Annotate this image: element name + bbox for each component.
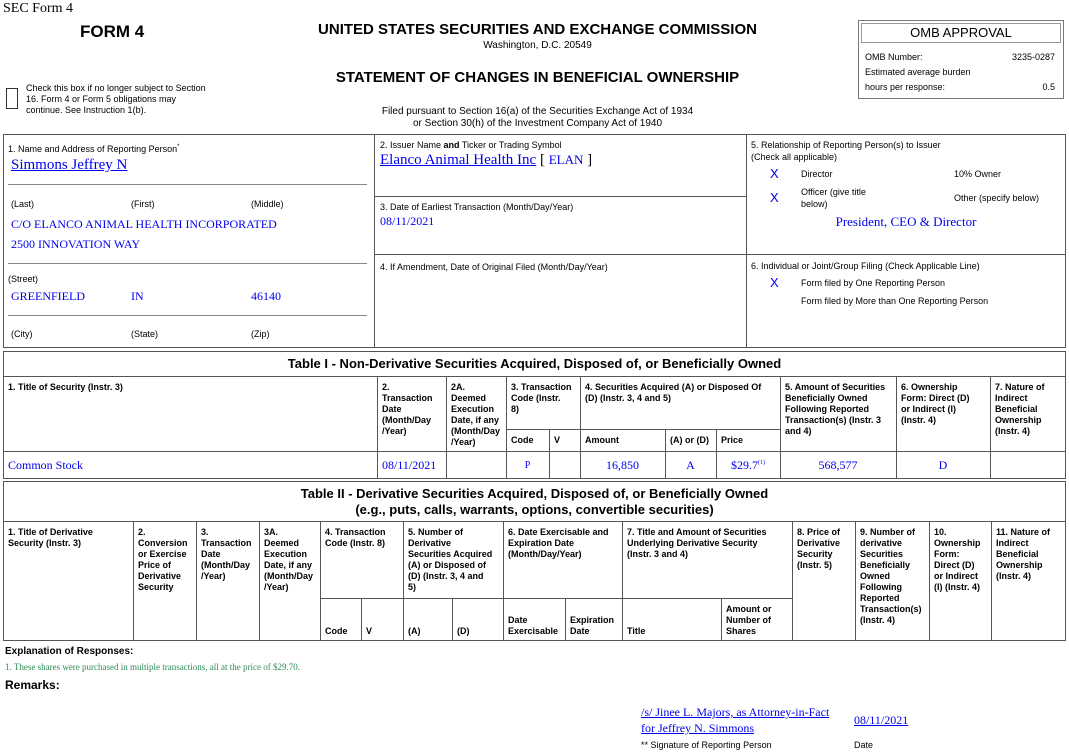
grid-divider (855, 521, 856, 641)
grid-divider (374, 134, 375, 348)
t1-col3-header: 3. Transaction Code (Instr. 8) (511, 382, 572, 414)
t1-row-code: P (524, 460, 531, 471)
last-label: (Last) (11, 199, 35, 209)
sec-form-label: SEC Form 4 (3, 1, 74, 16)
box4-label: 4. If Amendment, Date of Original Filed (Month/Day/Year) (380, 262, 608, 272)
grid-divider (991, 521, 992, 641)
omb-number-label: OMB Number: (865, 52, 923, 62)
omb-approval-box (858, 20, 1064, 99)
t2-col7-header: 7. Title and Amount of Securities Underlying Derivative Security (Instr. 3 and 4) (627, 527, 767, 559)
other-label: Other (specify below) (954, 193, 1040, 203)
grid-divider (565, 598, 566, 641)
t1-col6-header: 6. Ownership Form: Direct (D) or Indirect (I) (Instr. 4) (901, 382, 970, 425)
omb-burden-label: Estimated average burden (865, 67, 971, 77)
grid-divider (446, 376, 447, 479)
box5-label: 5. Relationship of Reporting Person(s) to Issuer (751, 140, 941, 150)
t1-col1-header: 1. Title of Security (Instr. 3) (8, 382, 123, 392)
issuer-line (380, 152, 592, 169)
no-longer-subject-checkbox[interactable] (6, 88, 18, 109)
checkbox-text-1: Check this box if no longer subject to Section (26, 83, 206, 93)
grid-divider (990, 376, 991, 479)
t2-col11-header: 11. Nature of Indirect Beneficial Ownership (Instr. 4) (996, 527, 1051, 581)
grid-divider (721, 598, 722, 641)
grid-divider (549, 429, 550, 479)
grid-divider (746, 134, 747, 348)
table1-title: Table I - Non-Derivative Securities Acquired, Disposed of, or Beneficially Owned (287, 356, 782, 371)
omb-title: OMB APPROVAL (861, 23, 1061, 43)
more-persons-label: Form filed by More than One Reporting Person (801, 296, 989, 306)
t1-col5-header: 5. Amount of Securities Beneficially Owned Following Reported Transaction(s) (Instr. 3 and 4) (785, 382, 886, 436)
one-person-label: Form filed by One Reporting Person (801, 278, 946, 288)
t2-col6-header: 6. Date Exercisable and Expiration Date (Month/Day/Year) (508, 527, 609, 559)
box6-label: 6. Individual or Joint/Group Filing (Check Applicable Line) (751, 261, 980, 271)
t1-sub-v: V (554, 435, 561, 445)
t2-col3-header: 3. Transaction Date (Month/Day /Year) (201, 527, 252, 581)
officer-check-mark: X (770, 190, 779, 205)
date-label: Date (854, 740, 874, 750)
underline (8, 184, 367, 185)
middle-label: (Middle) (251, 199, 284, 209)
street-label: (Street) (8, 274, 39, 284)
omb-hours-label: hours per response: (865, 82, 946, 92)
grid-divider (374, 196, 746, 197)
director-label: Director (801, 169, 833, 179)
grid-divider (3, 521, 1066, 522)
grid-divider (3, 451, 1066, 452)
grid-divider (374, 254, 1066, 255)
earliest-transaction-date: 08/11/2021 (380, 214, 435, 228)
table2-title: Table II - Derivative Securities Acquired, Disposed of, or Beneficially Owned (300, 486, 769, 501)
box5-sublabel: (Check all applicable) (751, 152, 838, 162)
zip-label: (Zip) (251, 329, 270, 339)
t2-sub-amount: Amount or Number of Shares (726, 604, 772, 636)
filed-pursuant-line2: or Section 30(h) of the Investment Company Act of 1940 (412, 118, 663, 129)
filed-pursuant-line1: Filed pursuant to Section 16(a) of the Securities Exchange Act of 1934 (381, 106, 694, 117)
t2-sub-date-exercisable: Date Exercisable (508, 615, 559, 636)
t1-row-amount: 16,850 (606, 458, 639, 472)
signature-date[interactable]: 08/11/2021 (854, 713, 909, 727)
ticker-bracket-open: [ (539, 152, 545, 168)
ticker-symbol: ELAN (548, 152, 584, 167)
t2-col10-header: 10. Ownership Form: Direct (D) or Indirect (I) (Instr. 4) (934, 527, 981, 592)
one-person-check-mark: X (770, 275, 779, 290)
t2-col4-header: 4. Transaction Code (Instr. 8) (325, 527, 386, 548)
t1-row-title: Common Stock (8, 458, 84, 472)
officer-label-1: Officer (give title (801, 187, 866, 197)
t2-col1-header: 1. Title of Derivative Security (Instr. 3) (8, 527, 93, 548)
checkbox-text-2: 16. Form 4 or Form 5 obligations may (26, 94, 177, 104)
grid-divider (452, 598, 453, 641)
state-value: IN (131, 289, 144, 303)
grid-divider (403, 521, 404, 641)
ticker-bracket-close: ] (587, 152, 593, 168)
underline (8, 315, 367, 316)
officer-label-2: below) (801, 199, 828, 209)
t1-col2a-header: 2A. Deemed Execution Date, if any (Month/Day /Year) (451, 382, 500, 447)
t2-col8-header: 8. Price of Derivative Security (Instr. 5) (797, 527, 841, 570)
grid-divider (622, 521, 623, 641)
omb-number-value: 3235-0287 (1011, 52, 1055, 62)
grid-divider (377, 376, 378, 479)
signature-line-2[interactable]: for Jeffrey N. Simmons (641, 721, 755, 735)
agency-title: UNITED STATES SECURITIES AND EXCHANGE COMMISSION (318, 21, 757, 38)
t2-col5-header: 5. Number of Derivative Securities Acquired (A) or Disposed of (D) (Instr. 3, 4 and 5) (408, 527, 493, 592)
grid-divider (506, 429, 780, 430)
t1-row-date: 08/11/2021 (382, 458, 437, 472)
t1-col2-header: 2. Transaction Date (Month/Day /Year) (382, 382, 433, 436)
city-label: (City) (11, 329, 33, 339)
agency-location: Washington, D.C. 20549 (483, 40, 592, 51)
box3-label: 3. Date of Earliest Transaction (Month/Day/Year) (380, 202, 574, 212)
omb-hours-value: 0.5 (1042, 82, 1055, 92)
grid-divider (259, 521, 260, 641)
t2-col3a-header: 3A. Deemed Execution Date, if any (Month/Day /Year) (264, 527, 313, 592)
t1-col7-header: 7. Nature of Indirect Beneficial Ownership (Instr. 4) (995, 382, 1045, 436)
grid-divider (361, 598, 362, 641)
t1-sub-price: Price (721, 435, 744, 445)
t2-sub-title: Title (627, 626, 646, 636)
grid-divider (320, 521, 321, 641)
grid-divider (196, 521, 197, 641)
reporting-person-name-link[interactable]: Simmons Jeffrey N (11, 157, 128, 173)
grid-divider (929, 521, 930, 641)
t1-row-form: D (938, 458, 948, 472)
t1-sub-code: Code (511, 435, 534, 445)
box2-label: 2. Issuer Name and Ticker or Trading Symbol (380, 140, 562, 150)
address-line1: C/O ELANCO ANIMAL HEALTH INCORPORATED (11, 217, 277, 231)
t1-sub-aord: (A) or (D) (670, 435, 709, 445)
t2-col9-header: 9. Number of derivative Securities Beneficially Owned Following Reported Transaction(s) (Instr. 4) (860, 527, 922, 625)
ten-percent-owner-label: 10% Owner (954, 169, 1002, 179)
t1-row-aord: A (686, 458, 695, 472)
first-label: (First) (131, 199, 155, 209)
t2-sub-d: (D) (457, 626, 470, 636)
t1-sub-amount: Amount (585, 435, 619, 445)
signature-label: ** Signature of Reporting Person (641, 740, 772, 750)
address-line2: 2500 INNOVATION WAY (11, 237, 141, 251)
statement-title: STATEMENT OF CHANGES IN BENEFICIAL OWNERSHIP (335, 69, 740, 86)
issuer-name-link[interactable]: Elanco Animal Health Inc (380, 152, 537, 168)
grid-divider (3, 376, 1066, 377)
t2-sub-expiration: Expiration Date (570, 615, 615, 636)
t1-row-price: $29.7$^{(1)}$ (731, 458, 765, 472)
t2-sub-code: Code (325, 626, 348, 636)
t2-sub-a: (A) (408, 626, 421, 636)
explanation-title: Explanation of Responses: (5, 646, 134, 657)
checkbox-text-3: continue. See Instruction 1(b). (26, 105, 147, 115)
explanation-note-1: 1. These shares were purchased in multiple transactions, all at the price of $29.70. (5, 662, 300, 672)
director-check-mark: X (770, 166, 779, 181)
t1-row-owned: 568,577 (818, 458, 858, 472)
signature-line-1[interactable]: /s/ Jinee L. Majors, as Attorney-in-Fact (641, 705, 830, 719)
zip-value: 46140 (251, 289, 281, 303)
form-title: FORM 4 (80, 22, 145, 41)
t2-sub-v: V (366, 626, 373, 636)
t1-col4-header: 4. Securities Acquired (A) or Disposed Of (D) (Instr. 3, 4 and 5) (585, 382, 762, 403)
remarks-title: Remarks: (5, 678, 60, 692)
underline (8, 263, 367, 264)
t2-col2-header: 2. Conversion or Exercise Price of Derivative Security (138, 527, 188, 592)
officer-title: President, CEO & Director (835, 214, 977, 229)
state-label: (State) (131, 329, 159, 339)
grid-divider (503, 521, 504, 641)
city-value: GREENFIELD (11, 289, 85, 303)
grid-divider (133, 521, 134, 641)
grid-divider (792, 521, 793, 641)
box1-label: 1. Name and Address of Reporting Person* (8, 144, 180, 154)
table2-subtitle: (e.g., puts, calls, warrants, options, convertible securities) (355, 502, 714, 517)
